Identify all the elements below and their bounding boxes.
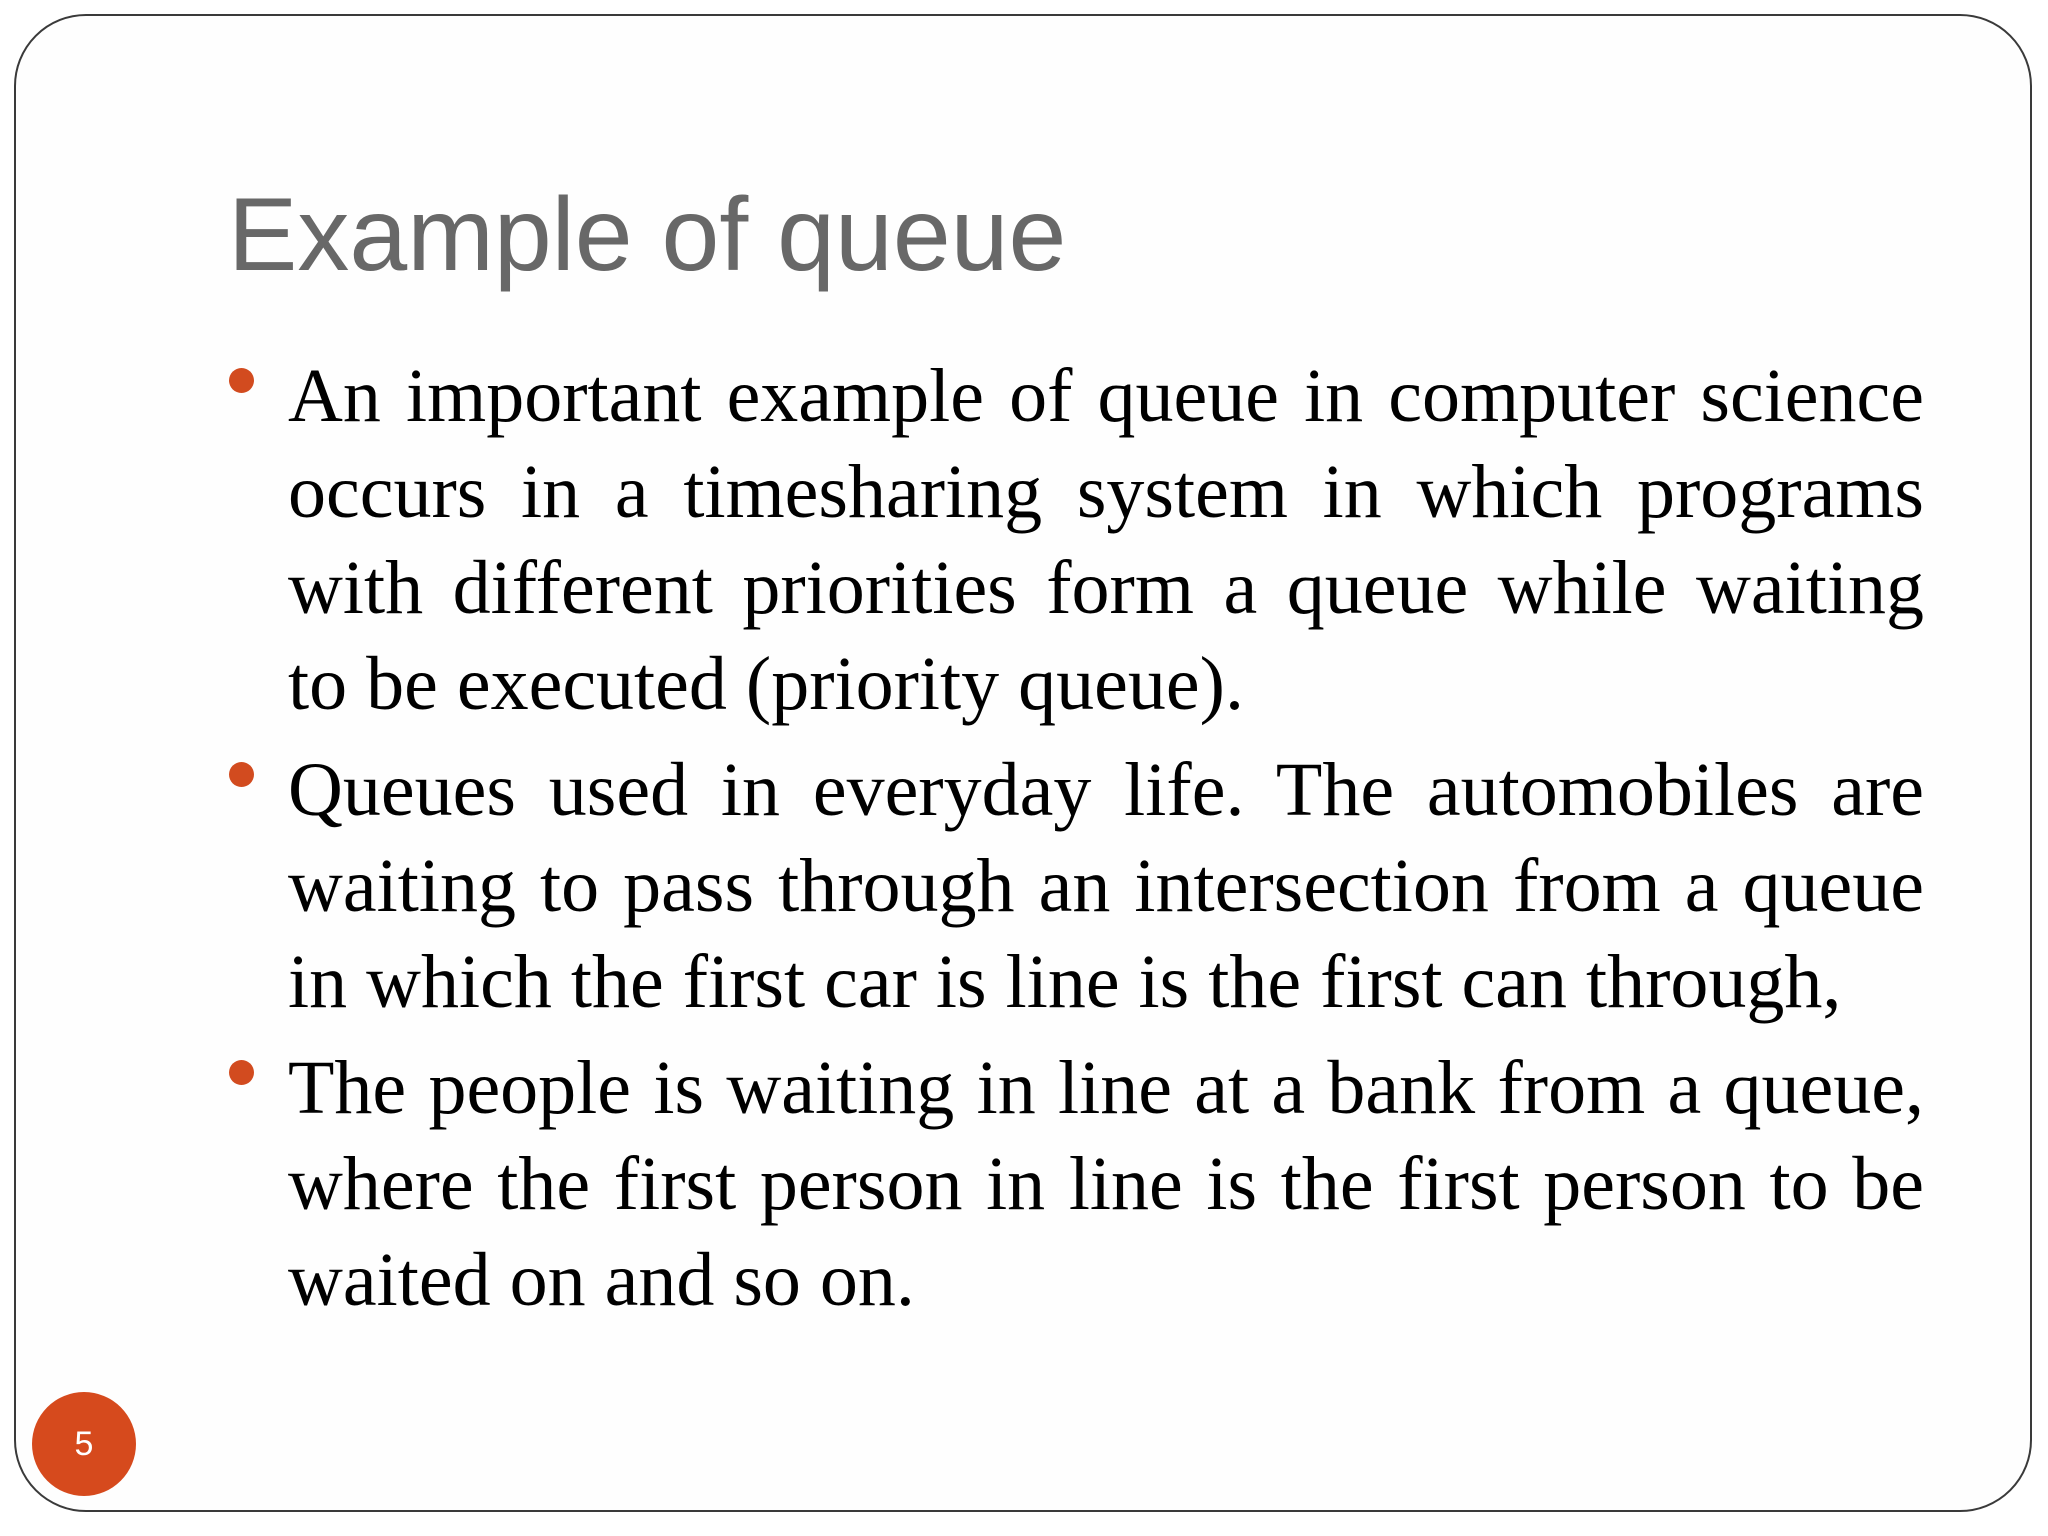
- slide-title: Example of queue: [228, 177, 1067, 293]
- bullet-list: [288, 348, 1924, 1338]
- bullet-item-2: [288, 742, 1924, 1030]
- bullet-text: An important example of queue in computer science occurs in a timesharing system in which programs with different priorities form a queue while waiting to be executed (priority queue).: [288, 354, 1924, 726]
- slide-number-badge: 5: [32, 1392, 136, 1496]
- bullet-dot-icon: [229, 1060, 254, 1085]
- bullet-text: Queues used in everyday life. The automobiles are waiting to pass through an intersection from a queue in which the first car is line is the first can through,: [288, 748, 1924, 1024]
- bullet-item-3: [288, 1040, 1924, 1328]
- bullet-text: The people is waiting in line at a bank from a queue, where the first person in line is the first person to be waited on and so on.: [288, 1046, 1924, 1322]
- bullet-dot-icon: [229, 762, 254, 787]
- bullet-dot-icon: [229, 368, 254, 393]
- bullet-item-1: [288, 348, 1924, 732]
